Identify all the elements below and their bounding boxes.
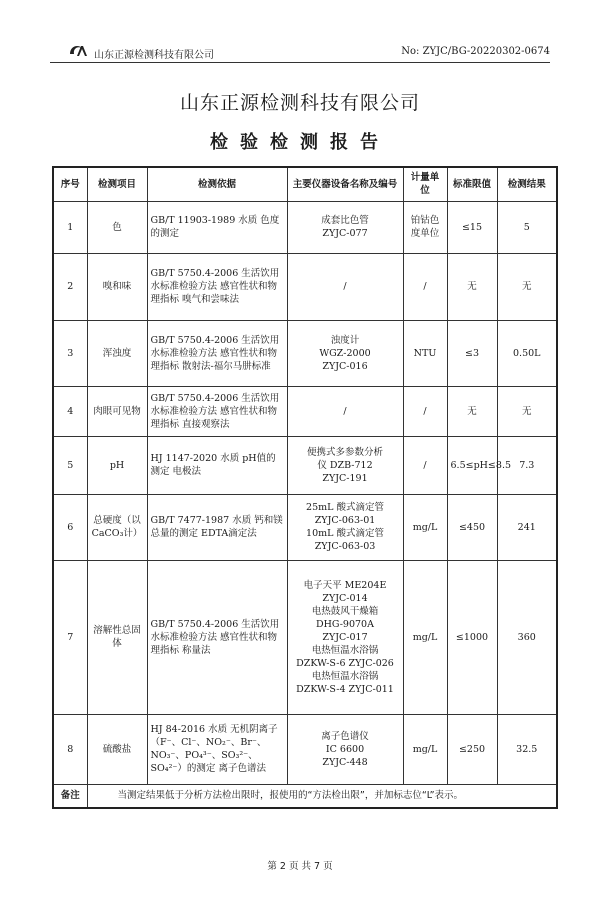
cell-unit: mg/L	[403, 494, 447, 560]
cell-basis: GB/T 5750.4-2006 生活饮用水标准检验方法 感官性状和物理指标 称量法	[147, 560, 287, 714]
cell-unit: mg/L	[403, 560, 447, 714]
report-number: No: ZYJC/BG-20220302-0674	[401, 46, 550, 57]
cell-unit: /	[403, 253, 447, 320]
table-row	[53, 201, 557, 253]
cell-equipment	[287, 320, 403, 386]
table-row	[53, 320, 557, 386]
equipment-line: 便携式多参数分析	[306, 446, 383, 458]
cell-result: 360	[497, 560, 557, 714]
page-header	[50, 40, 550, 62]
cell-item: pH	[87, 436, 147, 494]
cell-equipment	[287, 494, 403, 560]
cell-equipment	[287, 253, 403, 320]
table-row	[53, 714, 557, 784]
table-row	[53, 253, 557, 320]
table-row	[53, 494, 557, 560]
cell-result: 5	[497, 201, 557, 253]
equipment-line: 成套比色管	[321, 215, 369, 226]
header-limit: 标准限值	[447, 167, 497, 201]
equipment-line: WGZ-2000	[319, 347, 371, 359]
cell-seq: 2	[53, 253, 87, 320]
equipment-line: ZYJC-017	[322, 631, 368, 643]
cell-basis: GB/T 7477-1987 水质 钙和镁总量的测定 EDTA滴定法	[147, 494, 287, 560]
cell-limit: ≤250	[447, 714, 497, 784]
company-logo-icon	[68, 42, 90, 58]
table-row	[53, 560, 557, 714]
table-row	[53, 436, 557, 494]
cell-seq: 5	[53, 436, 87, 494]
cell-limit: 无	[447, 386, 497, 436]
equipment-line: /	[343, 281, 347, 292]
company-title: 山东正源检测科技有限公司	[179, 92, 420, 114]
cell-seq: 8	[53, 714, 87, 784]
cell-result: 7.3	[497, 436, 557, 494]
equipment-line: IC 6600	[325, 743, 365, 755]
page-number: 第 2 页 共 7 页	[267, 861, 333, 872]
cell-seq: 1	[53, 201, 87, 253]
cell-basis: GB/T 5750.4-2006 生活饮用水标准检验方法 感官性状和物理指标 嗅气和尝味法	[147, 253, 287, 320]
cell-item: 溶解性总固体	[87, 560, 147, 714]
cell-limit: ≤15	[447, 201, 497, 253]
cell-seq: 7	[53, 560, 87, 714]
equipment-line: ZYJC-063-01	[314, 515, 376, 526]
equipment-line: ZYJC-077	[322, 228, 368, 239]
cell-result: 0.50L	[497, 320, 557, 386]
cell-equipment	[287, 436, 403, 494]
equipment-line: /	[343, 405, 347, 417]
cell-unit: /	[403, 436, 447, 494]
cell-seq: 4	[53, 386, 87, 436]
cell-result: 32.5	[497, 714, 557, 784]
cell-unit: mg/L	[403, 714, 447, 784]
cell-basis: HJ 84-2016 水质 无机阴离子（F⁻、Cl⁻、NO₂⁻、Br⁻、NO₃⁻、PO₄³⁻、SO₃²⁻、SO₄²⁻）的测定 离子色谱法	[147, 714, 287, 784]
header-equipment: 主要仪器设备名称及编号	[287, 167, 403, 201]
equipment-line: 电热鼓风干燥箱	[311, 605, 379, 617]
results-table	[52, 166, 558, 809]
cell-unit: /	[403, 386, 447, 436]
equipment-line: ZYJC-448	[322, 756, 368, 768]
equipment-line: ZYJC-016	[322, 360, 368, 372]
cell-item: 肉眼可见物	[87, 386, 147, 436]
table-header-row	[53, 167, 557, 201]
cell-limit: ≤3	[447, 320, 497, 386]
cell-basis: HJ 1147-2020 水质 pH值的测定 电极法	[147, 436, 287, 494]
header-item: 检测项目	[87, 167, 147, 201]
header-seq: 序号	[53, 167, 87, 201]
equipment-line: 浊度计	[330, 334, 360, 346]
note-label: 备注	[53, 784, 87, 808]
cell-item: 嗅和味	[87, 253, 147, 320]
equipment-line: ZYJC-014	[322, 592, 368, 604]
report-title: 检验检测报告	[210, 132, 390, 153]
equipment-line: 仪 DZB-712	[317, 459, 373, 471]
cell-item: 浑浊度	[87, 320, 147, 386]
cell-basis: GB/T 11903-1989 水质 色度的测定	[147, 201, 287, 253]
header-company-name: 山东正源检测科技有限公司	[94, 50, 214, 61]
cell-item: 色	[87, 201, 147, 253]
equipment-line: DZKW-S-6 ZYJC-026	[296, 657, 394, 669]
cell-result: 无	[497, 253, 557, 320]
equipment-line: 离子色谱仪	[321, 730, 369, 742]
equipment-line: 电热恒温水浴锅	[311, 644, 379, 656]
note-text: 当测定结果低于分析方法检出限时，报使用的“方法检出限”，并加标志位“L”表示。	[87, 784, 557, 808]
cell-equipment	[287, 560, 403, 714]
equipment-line: 电热恒温水浴锅	[311, 670, 379, 682]
cell-basis: GB/T 5750.4-2006 生活饮用水标准检验方法 感官性状和物理指标 散射法-福尔马肼标准	[147, 320, 287, 386]
header-rule	[50, 62, 550, 63]
header-result: 检测结果	[497, 167, 557, 201]
cell-result: 无	[497, 386, 557, 436]
cell-basis: GB/T 5750.4-2006 生活饮用水标准检验方法 感官性状和物理指标 直接观察法	[147, 386, 287, 436]
note-row	[53, 784, 557, 808]
cell-unit: 铂钴色度单位	[403, 201, 447, 253]
cell-limit: ≤1000	[447, 560, 497, 714]
equipment-line: DHG-9070A	[316, 618, 374, 630]
header-basis: 检测依据	[147, 167, 287, 201]
cell-item: 硫酸盐	[87, 714, 147, 784]
table-row	[53, 386, 557, 436]
equipment-line: 10mL 酸式滴定管	[306, 528, 384, 539]
cell-equipment	[287, 201, 403, 253]
equipment-line: 25mL 酸式滴定管	[306, 502, 384, 513]
cell-limit: 无	[447, 253, 497, 320]
cell-unit: NTU	[403, 320, 447, 386]
cell-equipment	[287, 386, 403, 436]
cell-seq: 3	[53, 320, 87, 386]
cell-limit: 6.5≤pH≤8.5	[447, 436, 497, 494]
equipment-line: DZKW-S-4 ZYJC-011	[296, 683, 394, 695]
equipment-line: 电子天平 ME204E	[303, 579, 387, 591]
equipment-line: ZYJC-063-03	[314, 541, 376, 552]
equipment-line: ZYJC-191	[322, 472, 368, 484]
cell-result: 241	[497, 494, 557, 560]
cell-item: 总硬度（以CaCO₃计）	[87, 494, 147, 560]
cell-seq: 6	[53, 494, 87, 560]
header-unit: 计量单位	[403, 167, 447, 201]
cell-limit: ≤450	[447, 494, 497, 560]
cell-equipment	[287, 714, 403, 784]
